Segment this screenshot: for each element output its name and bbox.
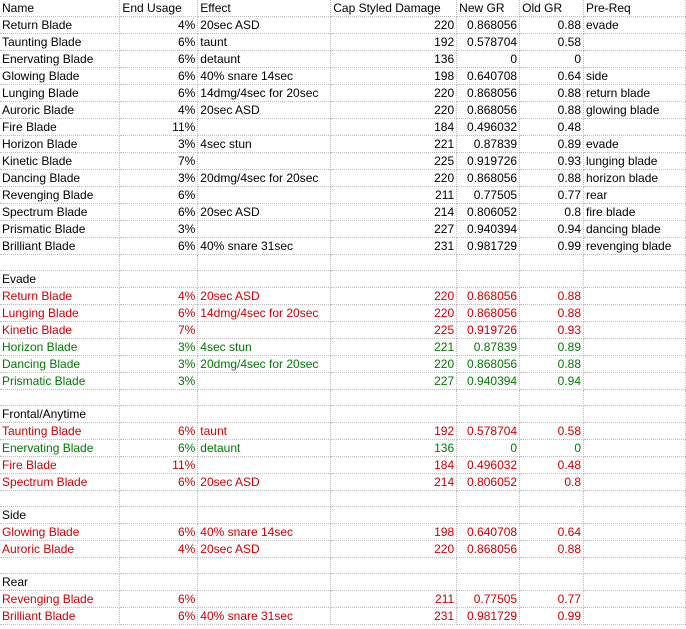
table-row bbox=[0, 608, 686, 625]
name-cell[interactable]: Taunting Blade bbox=[0, 423, 120, 440]
prereq-cell[interactable] bbox=[584, 322, 686, 339]
cap-damage-cell[interactable] bbox=[331, 390, 457, 406]
effect-cell[interactable] bbox=[198, 255, 331, 271]
old-gr-cell[interactable] bbox=[520, 558, 584, 574]
new-gr-cell[interactable] bbox=[457, 255, 520, 271]
end-usage-cell[interactable] bbox=[120, 406, 198, 423]
prereq-cell[interactable] bbox=[584, 474, 686, 491]
cap-damage-cell[interactable]: 231 bbox=[331, 238, 457, 255]
old-gr-cell[interactable]: 0.89 bbox=[520, 339, 584, 356]
prereq-cell[interactable] bbox=[584, 271, 686, 288]
old-gr-cell[interactable]: 0.88 bbox=[520, 17, 584, 34]
table-row bbox=[0, 406, 686, 423]
prereq-cell[interactable] bbox=[584, 574, 686, 591]
old-gr-cell[interactable]: 0.94 bbox=[520, 373, 584, 390]
table-row bbox=[0, 558, 686, 574]
cap-damage-cell[interactable]: 227 bbox=[331, 221, 457, 238]
end-usage-cell[interactable]: 4% bbox=[120, 102, 198, 119]
old-gr-cell[interactable]: 0.64 bbox=[520, 68, 584, 85]
end-usage-cell[interactable]: 3% bbox=[120, 373, 198, 390]
old-gr-cell[interactable]: 0.58 bbox=[520, 423, 584, 440]
effect-cell[interactable] bbox=[198, 507, 331, 524]
end-usage-cell[interactable]: 6% bbox=[120, 474, 198, 491]
table-row bbox=[0, 271, 686, 288]
table-row bbox=[0, 187, 686, 204]
prereq-cell[interactable] bbox=[584, 288, 686, 305]
new-gr-cell[interactable]: 0.578704 bbox=[457, 34, 520, 51]
end-usage-cell[interactable]: 4% bbox=[120, 288, 198, 305]
old-gr-cell[interactable] bbox=[520, 271, 584, 288]
old-gr-cell[interactable]: 0.88 bbox=[520, 85, 584, 102]
name-cell[interactable]: Dancing Blade bbox=[0, 356, 120, 373]
cap-damage-cell[interactable]: 220 bbox=[331, 356, 457, 373]
table-row bbox=[0, 51, 686, 68]
old-gr-cell[interactable]: 0 bbox=[520, 51, 584, 68]
new-gr-cell[interactable]: 0.77505 bbox=[457, 591, 520, 608]
cap-damage-cell[interactable]: 227 bbox=[331, 373, 457, 390]
table-row bbox=[0, 34, 686, 51]
cap-damage-cell[interactable]: 198 bbox=[331, 68, 457, 85]
effect-cell[interactable]: detaunt bbox=[198, 440, 331, 457]
effect-cell[interactable]: 20sec ASD bbox=[198, 288, 331, 305]
name-cell[interactable]: Kinetic Blade bbox=[0, 153, 120, 170]
end-usage-cell[interactable]: 4% bbox=[120, 541, 198, 558]
prereq-cell[interactable] bbox=[584, 558, 686, 574]
name-cell[interactable] bbox=[0, 255, 120, 271]
new-gr-cell[interactable]: 0.868056 bbox=[457, 85, 520, 102]
effect-cell[interactable] bbox=[198, 491, 331, 507]
table-row bbox=[0, 221, 686, 238]
cap-damage-cell[interactable]: 192 bbox=[331, 34, 457, 51]
cap-damage-cell[interactable] bbox=[331, 507, 457, 524]
end-usage-cell[interactable] bbox=[120, 491, 198, 507]
table-row bbox=[0, 373, 686, 390]
name-cell[interactable]: Return Blade bbox=[0, 288, 120, 305]
cap-damage-cell[interactable]: 231 bbox=[331, 608, 457, 625]
effect-cell[interactable] bbox=[198, 187, 331, 204]
old-gr-cell[interactable]: 0 bbox=[520, 440, 584, 457]
prereq-cell[interactable]: side bbox=[584, 68, 686, 85]
table-row bbox=[0, 440, 686, 457]
column-header[interactable]: New GR bbox=[457, 0, 520, 17]
column-header[interactable]: End Usage bbox=[120, 0, 198, 17]
effect-cell[interactable] bbox=[198, 406, 331, 423]
end-usage-cell[interactable] bbox=[120, 255, 198, 271]
effect-cell[interactable]: taunt bbox=[198, 423, 331, 440]
effect-cell[interactable]: taunt bbox=[198, 34, 331, 51]
name-cell[interactable]: Revenging Blade bbox=[0, 187, 120, 204]
name-cell[interactable]: Spectrum Blade bbox=[0, 204, 120, 221]
end-usage-cell[interactable]: 3% bbox=[120, 170, 198, 187]
effect-cell[interactable]: 20sec ASD bbox=[198, 102, 331, 119]
name-cell[interactable]: Lunging Blade bbox=[0, 85, 120, 102]
cap-damage-cell[interactable]: 225 bbox=[331, 322, 457, 339]
new-gr-cell[interactable]: 0 bbox=[457, 51, 520, 68]
cap-damage-cell[interactable]: 136 bbox=[331, 440, 457, 457]
old-gr-cell[interactable]: 0.8 bbox=[520, 204, 584, 221]
old-gr-cell[interactable] bbox=[520, 507, 584, 524]
cap-damage-cell[interactable]: 220 bbox=[331, 288, 457, 305]
new-gr-cell[interactable]: 0.806052 bbox=[457, 204, 520, 221]
new-gr-cell[interactable]: 0.87839 bbox=[457, 136, 520, 153]
old-gr-cell[interactable] bbox=[520, 406, 584, 423]
effect-cell[interactable]: 20sec ASD bbox=[198, 474, 331, 491]
cap-damage-cell[interactable]: 214 bbox=[331, 474, 457, 491]
table-row bbox=[0, 255, 686, 271]
column-header[interactable]: Cap Styled Damage bbox=[331, 0, 457, 17]
column-header[interactable]: Effect bbox=[198, 0, 331, 17]
name-cell[interactable] bbox=[0, 390, 120, 406]
old-gr-cell[interactable]: 0.8 bbox=[520, 474, 584, 491]
name-cell[interactable]: Fire Blade bbox=[0, 119, 120, 136]
end-usage-cell[interactable]: 6% bbox=[120, 238, 198, 255]
name-cell[interactable] bbox=[0, 491, 120, 507]
name-cell[interactable]: Auroric Blade bbox=[0, 541, 120, 558]
new-gr-cell[interactable] bbox=[457, 271, 520, 288]
cap-damage-cell[interactable]: 211 bbox=[331, 591, 457, 608]
prereq-cell[interactable] bbox=[584, 423, 686, 440]
table-row bbox=[0, 119, 686, 136]
effect-cell[interactable]: 14dmg/4sec for 20sec bbox=[198, 305, 331, 322]
effect-cell[interactable] bbox=[198, 390, 331, 406]
end-usage-cell[interactable]: 6% bbox=[120, 51, 198, 68]
table-row bbox=[0, 238, 686, 255]
new-gr-cell[interactable] bbox=[457, 390, 520, 406]
effect-cell[interactable] bbox=[198, 119, 331, 136]
new-gr-cell[interactable]: 0.919726 bbox=[457, 322, 520, 339]
table-row bbox=[0, 541, 686, 558]
effect-cell[interactable]: detaunt bbox=[198, 51, 331, 68]
old-gr-cell[interactable]: 0.88 bbox=[520, 305, 584, 322]
end-usage-cell[interactable]: 7% bbox=[120, 322, 198, 339]
end-usage-cell[interactable]: 6% bbox=[120, 305, 198, 322]
old-gr-cell[interactable] bbox=[520, 255, 584, 271]
table-row bbox=[0, 204, 686, 221]
old-gr-cell[interactable]: 0.93 bbox=[520, 153, 584, 170]
prereq-cell[interactable]: revenging blade bbox=[584, 238, 686, 255]
end-usage-cell[interactable] bbox=[120, 271, 198, 288]
name-cell[interactable]: Side bbox=[0, 507, 120, 524]
new-gr-cell[interactable]: 0.578704 bbox=[457, 423, 520, 440]
name-cell[interactable]: Dancing Blade bbox=[0, 170, 120, 187]
name-cell[interactable]: Kinetic Blade bbox=[0, 322, 120, 339]
end-usage-cell[interactable]: 3% bbox=[120, 339, 198, 356]
prereq-cell[interactable] bbox=[584, 390, 686, 406]
name-cell[interactable]: Enervating Blade bbox=[0, 440, 120, 457]
new-gr-cell[interactable]: 0.940394 bbox=[457, 373, 520, 390]
end-usage-cell[interactable]: 6% bbox=[120, 204, 198, 221]
effect-cell[interactable] bbox=[198, 373, 331, 390]
end-usage-cell[interactable]: 7% bbox=[120, 153, 198, 170]
table-row bbox=[0, 102, 686, 119]
new-gr-cell[interactable]: 0.640708 bbox=[457, 68, 520, 85]
table-row bbox=[0, 305, 686, 322]
name-cell[interactable]: Revenging Blade bbox=[0, 591, 120, 608]
effect-cell[interactable]: 20dmg/4sec for 20sec bbox=[198, 170, 331, 187]
table-row bbox=[0, 322, 686, 339]
table-row bbox=[0, 170, 686, 187]
prereq-cell[interactable] bbox=[584, 34, 686, 51]
old-gr-cell[interactable]: 0.48 bbox=[520, 119, 584, 136]
new-gr-cell[interactable]: 0.868056 bbox=[457, 305, 520, 322]
end-usage-cell[interactable]: 6% bbox=[120, 85, 198, 102]
table-row bbox=[0, 136, 686, 153]
prereq-cell[interactable] bbox=[584, 255, 686, 271]
cap-damage-cell[interactable]: 220 bbox=[331, 85, 457, 102]
table-row bbox=[0, 288, 686, 305]
cap-damage-cell[interactable]: 220 bbox=[331, 102, 457, 119]
prereq-cell[interactable] bbox=[584, 305, 686, 322]
cap-damage-cell[interactable]: 198 bbox=[331, 524, 457, 541]
cap-damage-cell[interactable]: 221 bbox=[331, 339, 457, 356]
new-gr-cell[interactable]: 0.87839 bbox=[457, 339, 520, 356]
new-gr-cell[interactable]: 0.868056 bbox=[457, 541, 520, 558]
cap-damage-cell[interactable]: 184 bbox=[331, 457, 457, 474]
prereq-cell[interactable] bbox=[584, 457, 686, 474]
old-gr-cell[interactable] bbox=[520, 574, 584, 591]
table-row bbox=[0, 153, 686, 170]
cap-damage-cell[interactable]: 221 bbox=[331, 136, 457, 153]
new-gr-cell[interactable]: 0.868056 bbox=[457, 356, 520, 373]
name-cell[interactable]: Auroric Blade bbox=[0, 102, 120, 119]
effect-cell[interactable] bbox=[198, 221, 331, 238]
effect-cell[interactable]: 4sec stun bbox=[198, 339, 331, 356]
table-row bbox=[0, 507, 686, 524]
end-usage-cell[interactable]: 11% bbox=[120, 457, 198, 474]
end-usage-cell[interactable] bbox=[120, 574, 198, 591]
effect-cell[interactable]: 40% snare 14sec bbox=[198, 524, 331, 541]
new-gr-cell[interactable]: 0.77505 bbox=[457, 187, 520, 204]
effect-cell[interactable]: 40% snare 31sec bbox=[198, 608, 331, 625]
prereq-cell[interactable] bbox=[584, 440, 686, 457]
new-gr-cell[interactable]: 0.868056 bbox=[457, 17, 520, 34]
cap-damage-cell[interactable]: 220 bbox=[331, 17, 457, 34]
name-cell[interactable]: Horizon Blade bbox=[0, 136, 120, 153]
prereq-cell[interactable] bbox=[584, 541, 686, 558]
new-gr-cell[interactable]: 0.868056 bbox=[457, 102, 520, 119]
prereq-cell[interactable] bbox=[584, 591, 686, 608]
end-usage-cell[interactable]: 6% bbox=[120, 524, 198, 541]
new-gr-cell[interactable]: 0 bbox=[457, 440, 520, 457]
new-gr-cell[interactable]: 0.496032 bbox=[457, 119, 520, 136]
prereq-cell[interactable] bbox=[584, 339, 686, 356]
column-header[interactable]: Name bbox=[0, 0, 120, 17]
cap-damage-cell[interactable] bbox=[331, 255, 457, 271]
name-cell[interactable]: Evade bbox=[0, 271, 120, 288]
new-gr-cell[interactable]: 0.868056 bbox=[457, 288, 520, 305]
new-gr-cell[interactable]: 0.981729 bbox=[457, 608, 520, 625]
prereq-cell[interactable]: evade bbox=[584, 17, 686, 34]
old-gr-cell[interactable]: 0.94 bbox=[520, 221, 584, 238]
effect-cell[interactable]: 20sec ASD bbox=[198, 17, 331, 34]
cap-damage-cell[interactable] bbox=[331, 491, 457, 507]
prereq-cell[interactable] bbox=[584, 51, 686, 68]
prereq-cell[interactable] bbox=[584, 608, 686, 625]
old-gr-cell[interactable]: 0.88 bbox=[520, 102, 584, 119]
effect-cell[interactable] bbox=[198, 271, 331, 288]
old-gr-cell[interactable] bbox=[520, 491, 584, 507]
cap-damage-cell[interactable]: 220 bbox=[331, 170, 457, 187]
prereq-cell[interactable] bbox=[584, 373, 686, 390]
name-cell[interactable]: Spectrum Blade bbox=[0, 474, 120, 491]
end-usage-cell[interactable] bbox=[120, 507, 198, 524]
old-gr-cell[interactable]: 0.58 bbox=[520, 34, 584, 51]
prereq-cell[interactable] bbox=[584, 406, 686, 423]
cap-damage-cell[interactable] bbox=[331, 271, 457, 288]
cap-damage-cell[interactable]: 192 bbox=[331, 423, 457, 440]
cap-damage-cell[interactable]: 211 bbox=[331, 187, 457, 204]
name-cell[interactable]: Lunging Blade bbox=[0, 305, 120, 322]
old-gr-cell[interactable]: 0.93 bbox=[520, 322, 584, 339]
effect-cell[interactable] bbox=[198, 591, 331, 608]
name-cell[interactable]: Enervating Blade bbox=[0, 51, 120, 68]
prereq-cell[interactable]: rear bbox=[584, 187, 686, 204]
name-cell[interactable]: Horizon Blade bbox=[0, 339, 120, 356]
cap-damage-cell[interactable] bbox=[331, 574, 457, 591]
effect-cell[interactable] bbox=[198, 574, 331, 591]
prereq-cell[interactable]: return blade bbox=[584, 85, 686, 102]
table-row bbox=[0, 574, 686, 591]
prereq-cell[interactable] bbox=[584, 119, 686, 136]
effect-cell[interactable]: 20dmg/4sec for 20sec bbox=[198, 356, 331, 373]
new-gr-cell[interactable]: 0.640708 bbox=[457, 524, 520, 541]
prereq-cell[interactable] bbox=[584, 507, 686, 524]
effect-cell[interactable]: 4sec stun bbox=[198, 136, 331, 153]
cap-damage-cell[interactable]: 214 bbox=[331, 204, 457, 221]
old-gr-cell[interactable]: 0.88 bbox=[520, 170, 584, 187]
end-usage-cell[interactable]: 6% bbox=[120, 591, 198, 608]
end-usage-cell[interactable]: 6% bbox=[120, 440, 198, 457]
old-gr-cell[interactable]: 0.89 bbox=[520, 136, 584, 153]
prereq-cell[interactable]: lunging blade bbox=[584, 153, 686, 170]
end-usage-cell[interactable]: 3% bbox=[120, 136, 198, 153]
table-row bbox=[0, 491, 686, 507]
old-gr-cell[interactable]: 0.88 bbox=[520, 288, 584, 305]
name-cell[interactable]: Brilliant Blade bbox=[0, 608, 120, 625]
new-gr-cell[interactable]: 0.940394 bbox=[457, 221, 520, 238]
old-gr-cell[interactable]: 0.48 bbox=[520, 457, 584, 474]
end-usage-cell[interactable]: 6% bbox=[120, 34, 198, 51]
name-cell[interactable]: Fire Blade bbox=[0, 457, 120, 474]
end-usage-cell[interactable]: 3% bbox=[120, 356, 198, 373]
table-row bbox=[0, 17, 686, 34]
name-cell[interactable]: Taunting Blade bbox=[0, 34, 120, 51]
effect-cell[interactable]: 20sec ASD bbox=[198, 204, 331, 221]
end-usage-cell[interactable]: 6% bbox=[120, 187, 198, 204]
end-usage-cell[interactable]: 3% bbox=[120, 221, 198, 238]
end-usage-cell[interactable]: 4% bbox=[120, 17, 198, 34]
name-cell[interactable]: Glowing Blade bbox=[0, 68, 120, 85]
effect-cell[interactable]: 14dmg/4sec for 20sec bbox=[198, 85, 331, 102]
new-gr-cell[interactable] bbox=[457, 507, 520, 524]
new-gr-cell[interactable]: 0.919726 bbox=[457, 153, 520, 170]
effect-cell[interactable]: 40% snare 14sec bbox=[198, 68, 331, 85]
new-gr-cell[interactable] bbox=[457, 491, 520, 507]
new-gr-cell[interactable] bbox=[457, 574, 520, 591]
old-gr-cell[interactable]: 0.99 bbox=[520, 238, 584, 255]
effect-cell[interactable] bbox=[198, 457, 331, 474]
prereq-cell[interactable]: evade bbox=[584, 136, 686, 153]
prereq-cell[interactable]: horizon blade bbox=[584, 170, 686, 187]
end-usage-cell[interactable]: 6% bbox=[120, 608, 198, 625]
new-gr-cell[interactable]: 0.868056 bbox=[457, 170, 520, 187]
old-gr-cell[interactable]: 0.99 bbox=[520, 608, 584, 625]
new-gr-cell[interactable]: 0.496032 bbox=[457, 457, 520, 474]
column-header[interactable]: Pre-Req bbox=[584, 0, 686, 17]
table-row bbox=[0, 68, 686, 85]
name-cell[interactable]: Prismatic Blade bbox=[0, 373, 120, 390]
new-gr-cell[interactable] bbox=[457, 558, 520, 574]
old-gr-cell[interactable]: 0.88 bbox=[520, 541, 584, 558]
cap-damage-cell[interactable]: 184 bbox=[331, 119, 457, 136]
cap-damage-cell[interactable]: 225 bbox=[331, 153, 457, 170]
effect-cell[interactable] bbox=[198, 558, 331, 574]
end-usage-cell[interactable]: 11% bbox=[120, 119, 198, 136]
cap-damage-cell[interactable] bbox=[331, 558, 457, 574]
effect-cell[interactable]: 20sec ASD bbox=[198, 541, 331, 558]
name-cell[interactable]: Glowing Blade bbox=[0, 524, 120, 541]
prereq-cell[interactable]: fire blade bbox=[584, 204, 686, 221]
cap-damage-cell[interactable]: 220 bbox=[331, 541, 457, 558]
end-usage-cell[interactable]: 6% bbox=[120, 68, 198, 85]
old-gr-cell[interactable]: 0.88 bbox=[520, 356, 584, 373]
effect-cell[interactable] bbox=[198, 322, 331, 339]
table-row bbox=[0, 85, 686, 102]
column-header[interactable]: Old GR bbox=[520, 0, 584, 17]
old-gr-cell[interactable]: 0.77 bbox=[520, 187, 584, 204]
name-cell[interactable]: Rear bbox=[0, 574, 120, 591]
end-usage-cell[interactable] bbox=[120, 390, 198, 406]
effect-cell[interactable]: 40% snare 31sec bbox=[198, 238, 331, 255]
new-gr-cell[interactable]: 0.981729 bbox=[457, 238, 520, 255]
header-row bbox=[0, 0, 686, 17]
end-usage-cell[interactable]: 6% bbox=[120, 423, 198, 440]
table-row bbox=[0, 591, 686, 608]
name-cell[interactable]: Return Blade bbox=[0, 17, 120, 34]
old-gr-cell[interactable]: 0.64 bbox=[520, 524, 584, 541]
table-row bbox=[0, 339, 686, 356]
prereq-cell[interactable]: glowing blade bbox=[584, 102, 686, 119]
table-row bbox=[0, 474, 686, 491]
effect-cell[interactable] bbox=[198, 153, 331, 170]
name-cell[interactable]: Brilliant Blade bbox=[0, 238, 120, 255]
name-cell[interactable]: Frontal/Anytime bbox=[0, 406, 120, 423]
cap-damage-cell[interactable]: 220 bbox=[331, 305, 457, 322]
old-gr-cell[interactable]: 0.77 bbox=[520, 591, 584, 608]
new-gr-cell[interactable] bbox=[457, 406, 520, 423]
new-gr-cell[interactable]: 0.806052 bbox=[457, 474, 520, 491]
end-usage-cell[interactable] bbox=[120, 558, 198, 574]
name-cell[interactable]: Prismatic Blade bbox=[0, 221, 120, 238]
table-row bbox=[0, 423, 686, 440]
cap-damage-cell[interactable] bbox=[331, 406, 457, 423]
prereq-cell[interactable]: dancing blade bbox=[584, 221, 686, 238]
prereq-cell[interactable] bbox=[584, 491, 686, 507]
table-row bbox=[0, 390, 686, 406]
name-cell[interactable] bbox=[0, 558, 120, 574]
prereq-cell[interactable] bbox=[584, 524, 686, 541]
table-row bbox=[0, 356, 686, 373]
prereq-cell[interactable] bbox=[584, 356, 686, 373]
cap-damage-cell[interactable]: 136 bbox=[331, 51, 457, 68]
old-gr-cell[interactable] bbox=[520, 390, 584, 406]
table-row bbox=[0, 524, 686, 541]
table-row bbox=[0, 457, 686, 474]
